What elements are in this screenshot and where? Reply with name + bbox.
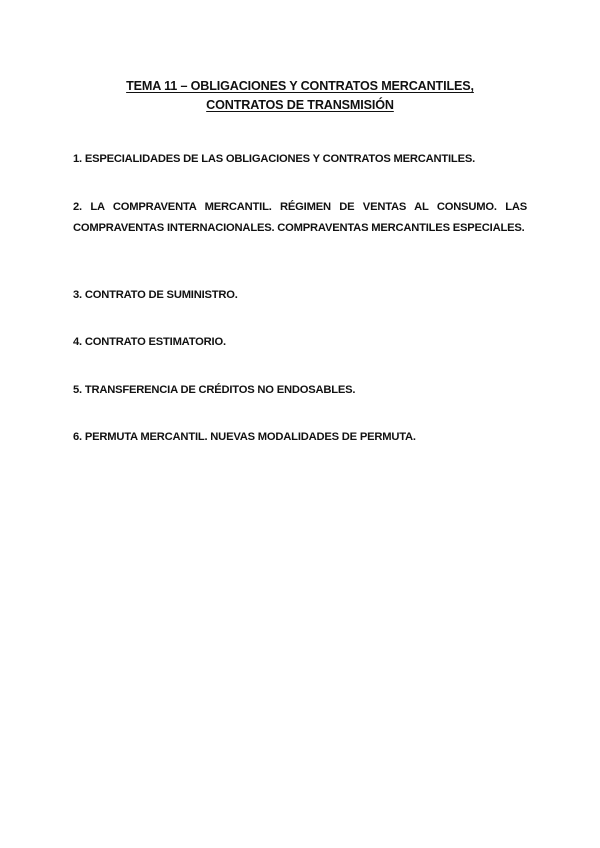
section-heading-3: 3. CONTRATO DE SUMINISTRO.	[73, 289, 238, 301]
section-heading-1: 1. ESPECIALIDADES DE LAS OBLIGACIONES Y CONTRATOS MERCANTILES.	[73, 153, 476, 165]
section-heading-2: 2. LA COMPRAVENTA MERCANTIL. RÉGIMEN DE VENTAS AL CONSUMO. LAS COMPRAVENTAS INTERNACIONALES. COMPRAVENTAS MERCANTILES ESPECIALES.	[73, 201, 527, 234]
section-heading-6: 6. PERMUTA MERCANTIL. NUEVAS MODALIDADES DE PERMUTA.	[73, 431, 416, 443]
section-heading-5: 5. TRANSFERENCIA DE CRÉDITOS NO ENDOSABLES.	[73, 384, 356, 396]
title-line-1: TEMA 11 – OBLIGACIONES Y CONTRATOS MERCANTILES,	[126, 79, 474, 93]
title-line-2: CONTRATOS DE TRANSMISIÓN	[206, 98, 394, 112]
section-heading-4: 4. CONTRATO ESTIMATORIO.	[73, 336, 226, 348]
document-title	[60, 77, 540, 115]
